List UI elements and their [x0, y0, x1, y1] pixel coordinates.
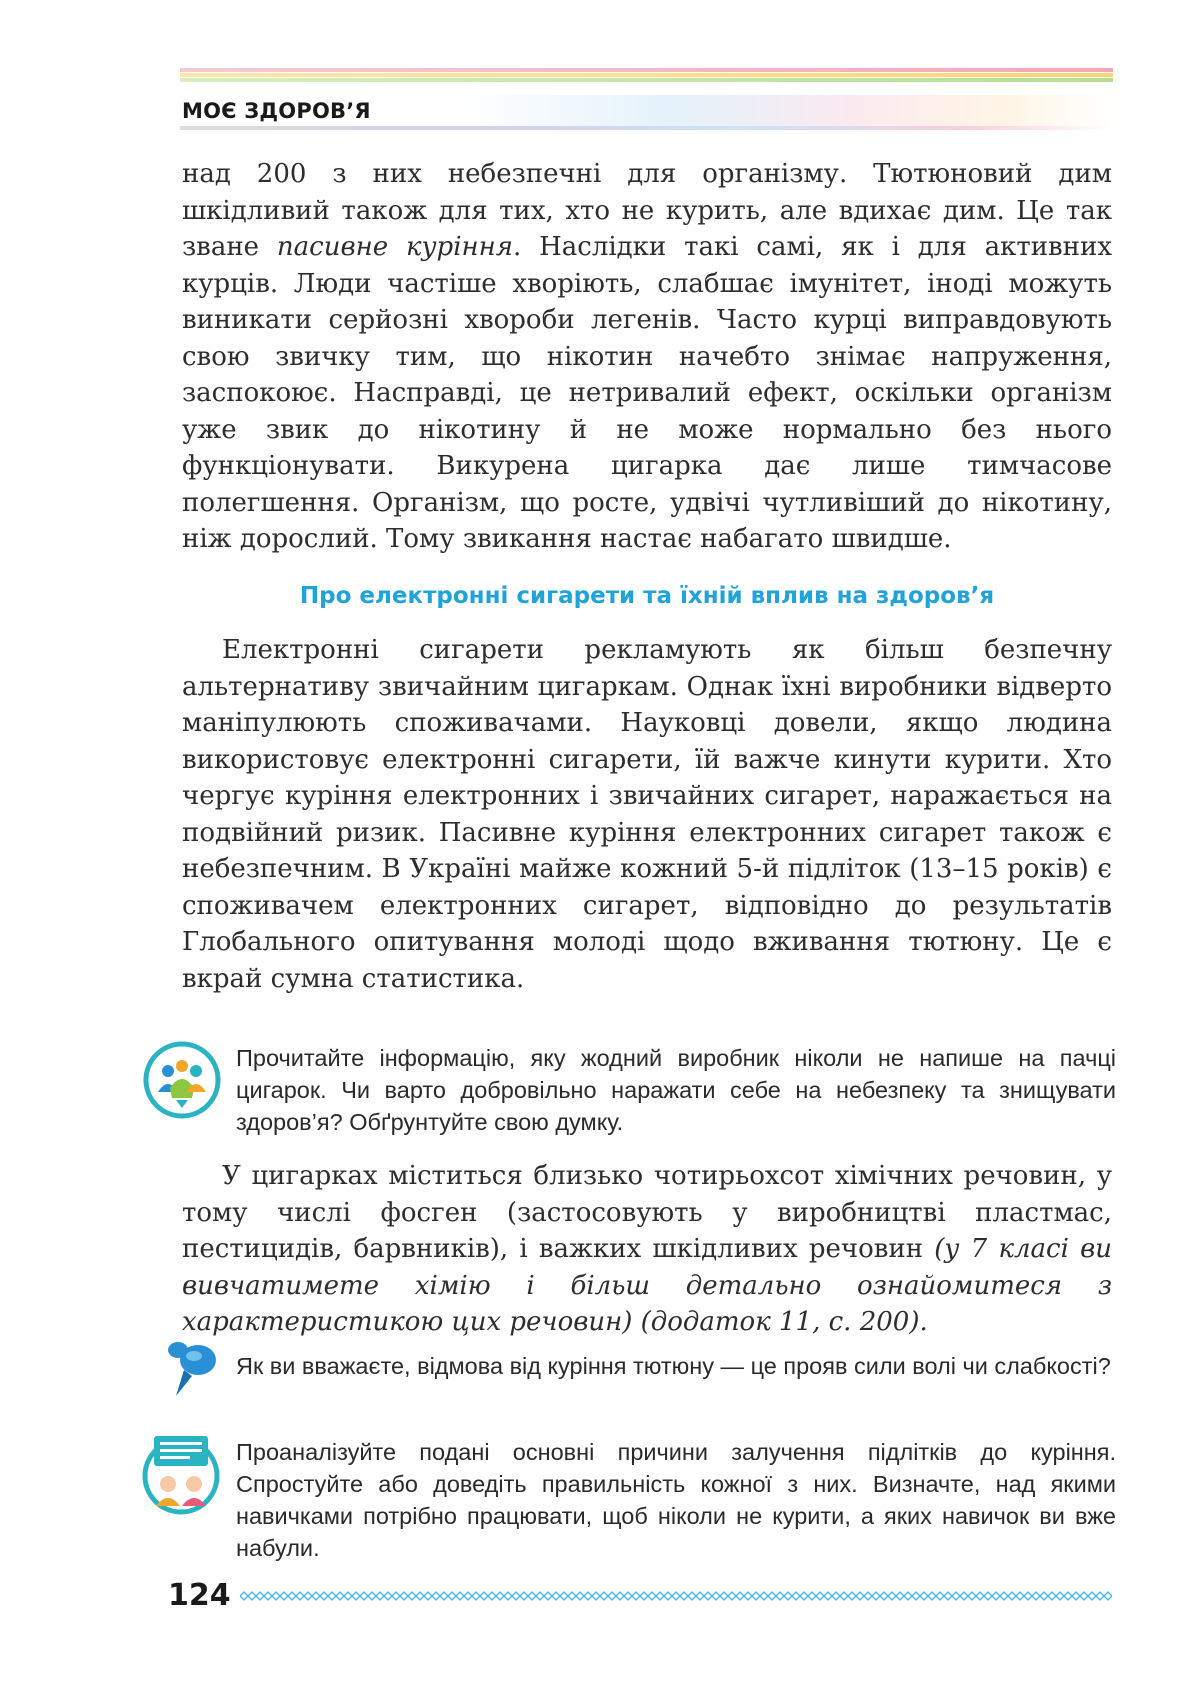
body-paragraph-2 [182, 632, 1112, 997]
body-paragraph-1 [182, 156, 1112, 558]
group-discussion-icon [142, 1040, 222, 1120]
paragraph-1-text-start: над 200 з них небезпечні для організму. Тютюновий дим шкідливий також для тих, хто не курить, але вдихає дим. Це так зване [182, 159, 1112, 262]
header-color-stripes [180, 68, 1113, 92]
task-2-text: Як ви вважаєте, відмова від куріння тютюну — це прояв сили волі чи слабкості? [236, 1353, 1111, 1379]
chat-board-icon [140, 1432, 222, 1516]
term-passive-smoking: пасивне куріння [276, 232, 513, 262]
paragraph-3-italic-reference: (у 7 класі ви вивчатимете хімію і більш детально ознайомитеся з характеристикою цих речовин) (додаток 11, с. 200). [182, 1234, 1112, 1337]
section-title: МОЄ ЗДОРОВ’Я [180, 95, 1115, 128]
paragraph-1-text-end: . Наслідки такі самі, як і для активних курців. Люди частіше хворіють, слабшає імунітет, іноді можуть виникати серйозні хвороби легенів. Часто курці виправдовують свою звичку тим, що нікотин начебто знімає напруження, заспокоює. Насправді, це нетривалий ефект, оскільки організм уже звик до нікотину й не може нормально без нього функціонувати. Викурена цигарка дає лише тимчасове полегшення. Організм, що росте, удвічі чутливіший до нікотину, ніж дорослий. Тому звикання настає набагато швидше. [182, 232, 1112, 554]
footer-ornament [240, 1588, 1112, 1604]
header-stripe-yellow [180, 73, 1113, 77]
task-3-text: Проаналізуйте подані основні причини залучення підлітків до куріння. Спростуйте або доведіть правильність кожної з них. Визначте, над якими навичками потрібно працювати, щоб ніколи не курити, а яких навичок ви вже набули. [236, 1439, 1116, 1561]
paragraph-3-text: У цигарках міститься близько чотирьохсот хімічних речовин, у тому числі фосген (застосовують у виробництві пластмас, пестицидів, барвників), і важких шкідливих речовин [182, 1161, 1112, 1264]
header-stripe-pink [180, 68, 1113, 72]
section-title-underline [180, 126, 1113, 130]
pushpin-icon [164, 1340, 222, 1402]
body-paragraph-3 [182, 1158, 1112, 1341]
page-number: 124 [168, 1578, 231, 1613]
header-stripe-green [180, 78, 1113, 82]
subheading-e-cigarettes: Про електронні сигарети та їхній вплив на здоров’я [299, 583, 995, 609]
paragraph-2-text: Електронні сигарети рекламують як більш безпечну альтернативу звичайним цигаркам. Однак їхні виробники відверто маніпулюють споживачами. Науковці довели, якщо людина використовує електронні сигарети, їй важче кинути курити. Хто чергує куріння електронних і звичайних сигарет, наражається на подвійний ризик. Пасивне куріння електронних сигарет також є небезпечним. В Україні майже кожний 5-й підліток (13–15 років) є споживачем електронних сигарет, відповідно до результатів Глобального опитування молоді щодо вживання тютюну. Це є вкрай сумна статистика. [182, 635, 1112, 994]
task-1-text: Прочитайте інформацію, яку жодний виробник ніколи не напише на пачці цигарок. Чи варто добровільно наражати себе на небезпеку та знищувати здоров’я? Обґрунтуйте свою думку. [236, 1045, 1116, 1135]
